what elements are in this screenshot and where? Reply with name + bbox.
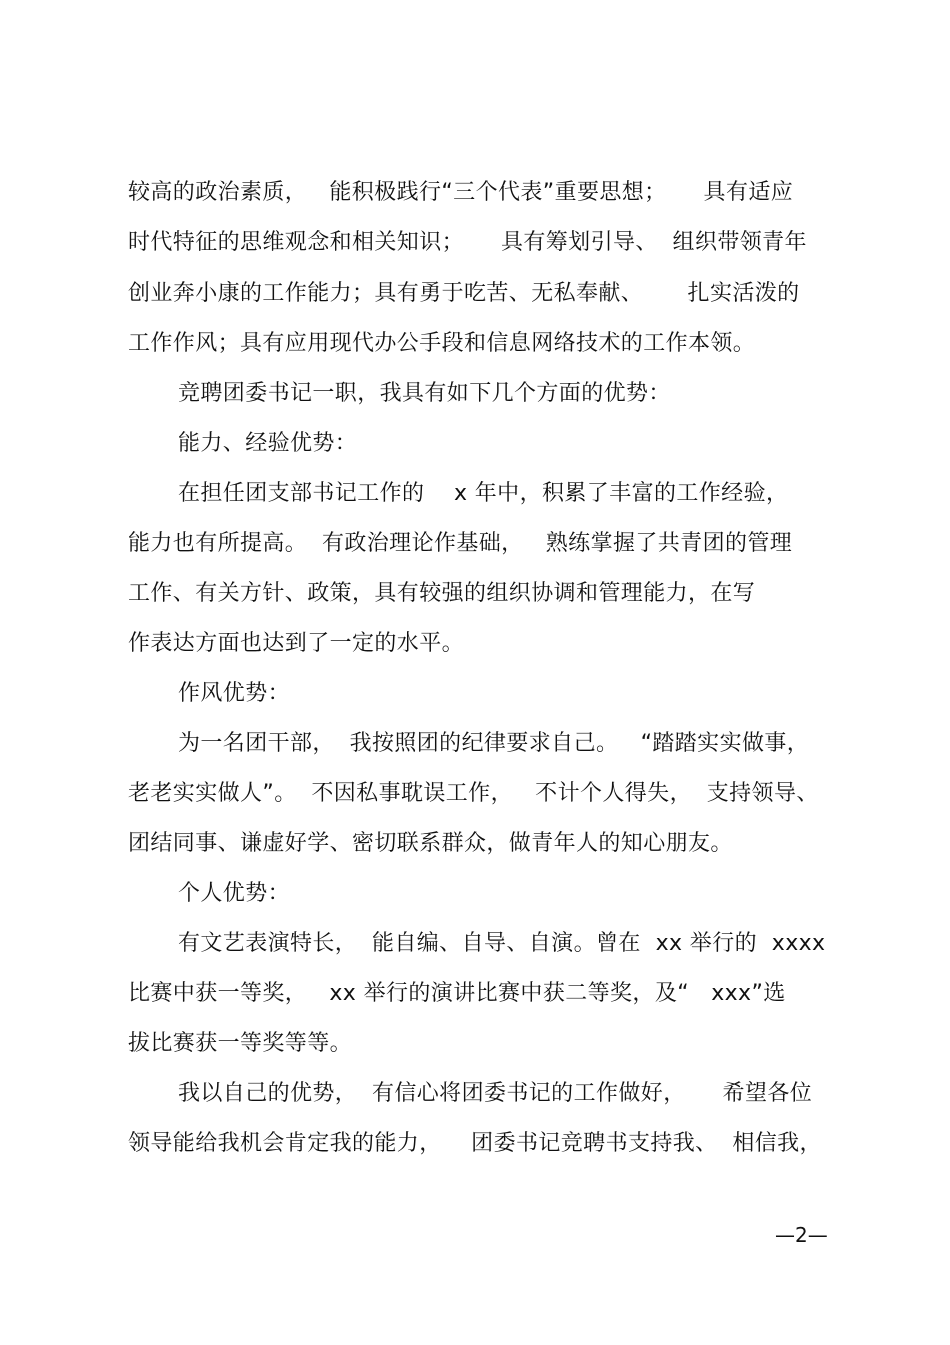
paragraph-line: 竞聘团委书记一职，我具有如下几个方面的优势： (178, 381, 671, 406)
text-line: 工作、有关方针、政策，具有较强的组织协调和管理能力，在写 (128, 581, 756, 606)
text-line: 比赛中获一等奖， xx 举行的演讲比赛中获二等奖，及“ xxx”选 (128, 981, 786, 1006)
text-line: 工作作风；具有应用现代办公手段和信息网络技术的工作本领。 (128, 331, 756, 356)
text-line: 时代特征的思维观念和相关知识； 具有筹划引导、 组织带领青年 (128, 230, 807, 255)
paragraph-line: 在担任团支部书记工作的 x 年中，积累了丰富的工作经验， (178, 481, 789, 506)
paragraph-line: 有文艺表演特长， 能自编、自导、自演。曾在 xx 举行的 xxxx (178, 931, 826, 956)
text-line: 作表达方面也达到了一定的水平。 (128, 631, 465, 656)
section-heading: 作风优势： (178, 681, 291, 706)
section-heading: 个人优势： (178, 881, 291, 906)
text-line: 老老实实做人”。 不因私事耽误工作， 不计个人得失， 支持领导、 (128, 781, 819, 806)
text-line: 创业奔小康的工作能力；具有勇于吃苦、无私奉献、 扎实活泼的 (128, 281, 800, 306)
section-heading: 能力、经验优势： (178, 431, 358, 456)
text-line: 拔比赛获一等奖等等。 (128, 1031, 353, 1056)
page-number: —2— (775, 1223, 828, 1247)
text-line: 较高的政治素质， 能积极践行“三个代表”重要思想； 具有适应 (128, 180, 794, 205)
paragraph-line: 为一名团干部， 我按照团的纪律要求自己。 “踏踏实实做事， (178, 731, 810, 756)
text-line: 团结同事、谦虚好学、密切联系群众，做青年人的知心朋友。 (128, 831, 733, 856)
text-line: 领导能给我机会肯定我的能力， 团委书记竞聘书支持我、 相信我， (128, 1131, 822, 1156)
paragraph-line: 我以自己的优势， 有信心将团委书记的工作做好， 希望各位 (178, 1081, 813, 1106)
text-line: 能力也有所提高。 有政治理论作基础， 熟练掌握了共青团的管理 (128, 531, 793, 556)
